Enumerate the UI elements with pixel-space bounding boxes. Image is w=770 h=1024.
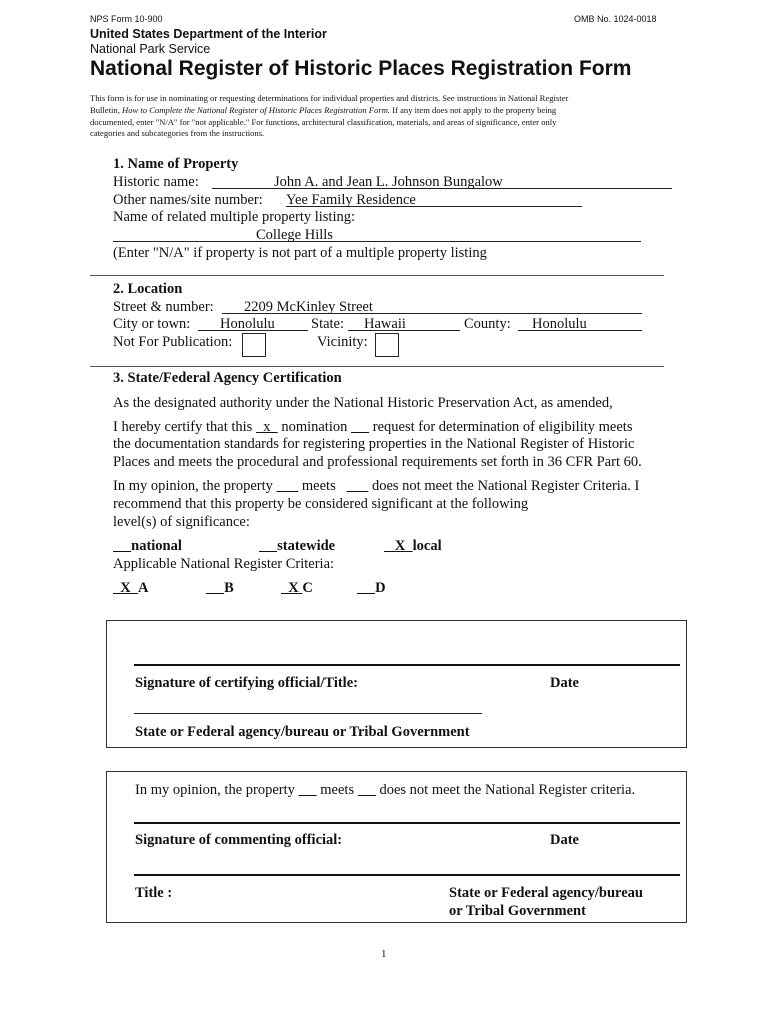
city-label: City or town:: [113, 316, 191, 332]
state-label: State:: [311, 316, 345, 332]
other-names-label: Other names/site number:: [113, 192, 263, 208]
county-label: County:: [464, 316, 511, 332]
section-1-heading: 1. Name of Property: [113, 156, 239, 172]
level-local[interactable]: X local: [394, 538, 442, 554]
certifying-agency-line[interactable]: [134, 713, 482, 714]
historic-name-label: Historic name:: [113, 174, 199, 190]
intro-line-3: documented, enter "N/A" for "not applicable." For functions, architectural classification, materials, and areas of significance, enter only: [90, 117, 557, 127]
omb-number: OMB No. 1024-0018: [574, 14, 657, 24]
criteria-label: Applicable National Register Criteria:: [113, 556, 335, 572]
city-value[interactable]: Honolulu: [220, 316, 275, 332]
criteria-d[interactable]: D: [375, 580, 386, 596]
service-name: National Park Service: [90, 42, 211, 56]
form-number: NPS Form 10-900: [90, 14, 163, 24]
intro-line-1: This form is for use in nominating or requesting determinations for individual properties and districts. See instructions in National Register: [90, 93, 569, 103]
related-listing-label: Name of related multiple property listing:: [113, 209, 356, 225]
commenting-title-label: Title :: [135, 885, 173, 901]
department-name: United States Department of the Interior: [90, 27, 327, 41]
certify-line-1: I hereby certify that this x nomination request for determination of eligibility meets: [113, 419, 633, 435]
criteria-b[interactable]: B: [224, 580, 234, 596]
certifying-date-label: Date: [550, 675, 579, 691]
authority-text: As the designated authority under the National Historic Preservation Act, as amended,: [113, 395, 613, 411]
other-names-value[interactable]: Yee Family Residence: [286, 192, 416, 208]
commenting-date-label: Date: [550, 832, 579, 848]
na-note: (Enter "N/A" if property is not part of a multiple property listing: [113, 245, 487, 261]
opinion-line-1: In my opinion, the property meets does not meet the National Register Criteria. I: [113, 478, 640, 494]
opinion-line-3: level(s) of significance:: [113, 514, 250, 530]
commenting-agency-line-1: State or Federal agency/bureau: [449, 885, 643, 901]
criteria-c[interactable]: X C: [288, 580, 313, 596]
certify-nomination-mark[interactable]: x: [263, 419, 271, 435]
section-3-heading: 3. State/Federal Agency Certification: [113, 370, 342, 386]
street-value[interactable]: 2209 McKinley Street: [244, 299, 373, 315]
criteria-a[interactable]: X A: [120, 580, 149, 596]
commenting-signature-label: Signature of commenting official:: [135, 832, 343, 848]
section-divider-2: [90, 366, 664, 367]
intro-line-4: categories and subcategories from the instructions.: [90, 128, 265, 138]
state-value[interactable]: Hawaii: [364, 316, 406, 332]
certifying-agency-label: State or Federal agency/bureau or Tribal Government: [135, 724, 470, 740]
certifying-signature-label: Signature of certifying official/Title:: [135, 675, 358, 691]
section-divider-1: [90, 275, 664, 276]
not-for-publication-checkbox[interactable]: [242, 333, 266, 357]
not-for-publication-label: Not For Publication:: [113, 334, 233, 350]
opinion-line-2: recommend that this property be considered significant at the following: [113, 496, 529, 512]
county-value[interactable]: Honolulu: [532, 316, 587, 332]
level-statewide[interactable]: statewide: [277, 538, 336, 554]
section-2-heading: 2. Location: [113, 281, 183, 297]
commenting-agency-line-2: or Tribal Government: [449, 903, 586, 919]
intro-line-2: Bulletin, How to Complete the National Register of Historic Places Registration Form. If any item does not apply to the property being: [90, 105, 557, 115]
certify-line-3: Places and meets the procedural and professional requirements set forth in 36 CFR Part 60.: [113, 454, 642, 470]
page-number: 1: [381, 948, 387, 960]
vicinity-checkbox[interactable]: [375, 333, 399, 357]
historic-name-value[interactable]: John A. and Jean L. Johnson Bungalow: [274, 174, 503, 190]
street-label: Street & number:: [113, 299, 214, 315]
page-title: National Register of Historic Places Registration Form: [90, 57, 632, 80]
certify-line-2: the documentation standards for registering properties in the National Register of Historic: [113, 436, 635, 452]
commenting-opinion-text: In my opinion, the property meets does not meet the National Register criteria.: [135, 782, 636, 798]
related-listing-value[interactable]: College Hills: [256, 227, 333, 243]
commenting-title-line[interactable]: [134, 874, 680, 876]
related-listing-underline: [113, 241, 641, 242]
commenting-signature-line[interactable]: [134, 822, 680, 824]
level-national[interactable]: national: [131, 538, 182, 554]
vicinity-label: Vicinity:: [317, 334, 368, 350]
certifying-signature-line[interactable]: [134, 664, 680, 666]
